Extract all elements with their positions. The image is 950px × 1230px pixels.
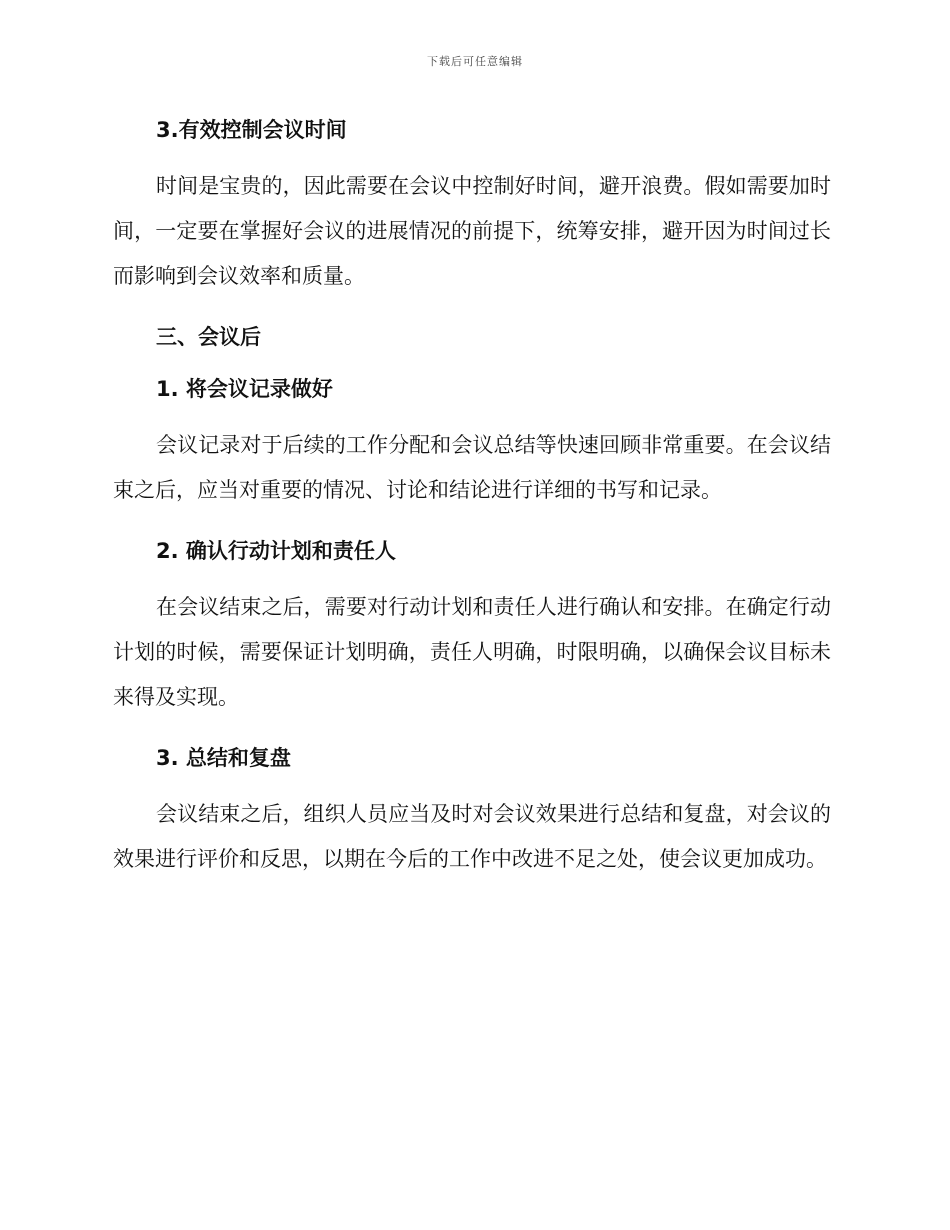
section-heading-after-meeting: 三、会议后 [156,325,261,349]
section-heading-time-control: 3.有效控制会议时间 [156,118,347,142]
section-paragraph-time-control: 时间是宝贵的，因此需要在会议中控制好时间，避开浪费。假如需要加时间，一定要在掌握好会议的进展情况的前提下，统筹安排，避开因为时间过长而影响到会议效率和质量。 [113,174,831,288]
section-paragraph-action-plan: 在会议结束之后，需要对行动计划和责任人进行确认和安排。在确定行动计划的时候，需要保证计划明确，责任人明确，时限明确，以确保会议目标未来得及实现。 [113,595,831,709]
section-paragraph-review: 会议结束之后，组织人员应当及时对会议效果进行总结和复盘，对会议的效果进行评价和反思，以期在今后的工作中改进不足之处，使会议更加成功。 [113,802,831,871]
page-header: 下载后可任意编辑 [427,55,523,68]
section-paragraph-meeting-notes: 会议记录对于后续的工作分配和会议总结等快速回顾非常重要。在会议结束之后，应当对重要的情况、讨论和结论进行详细的书写和记录。 [113,433,831,502]
section-heading-meeting-notes: 1. 将会议记录做好 [156,377,333,401]
section-heading-action-plan: 2. 确认行动计划和责任人 [156,539,396,563]
document-body [113,112,831,882]
section-heading-review: 3. 总结和复盘 [156,746,291,770]
